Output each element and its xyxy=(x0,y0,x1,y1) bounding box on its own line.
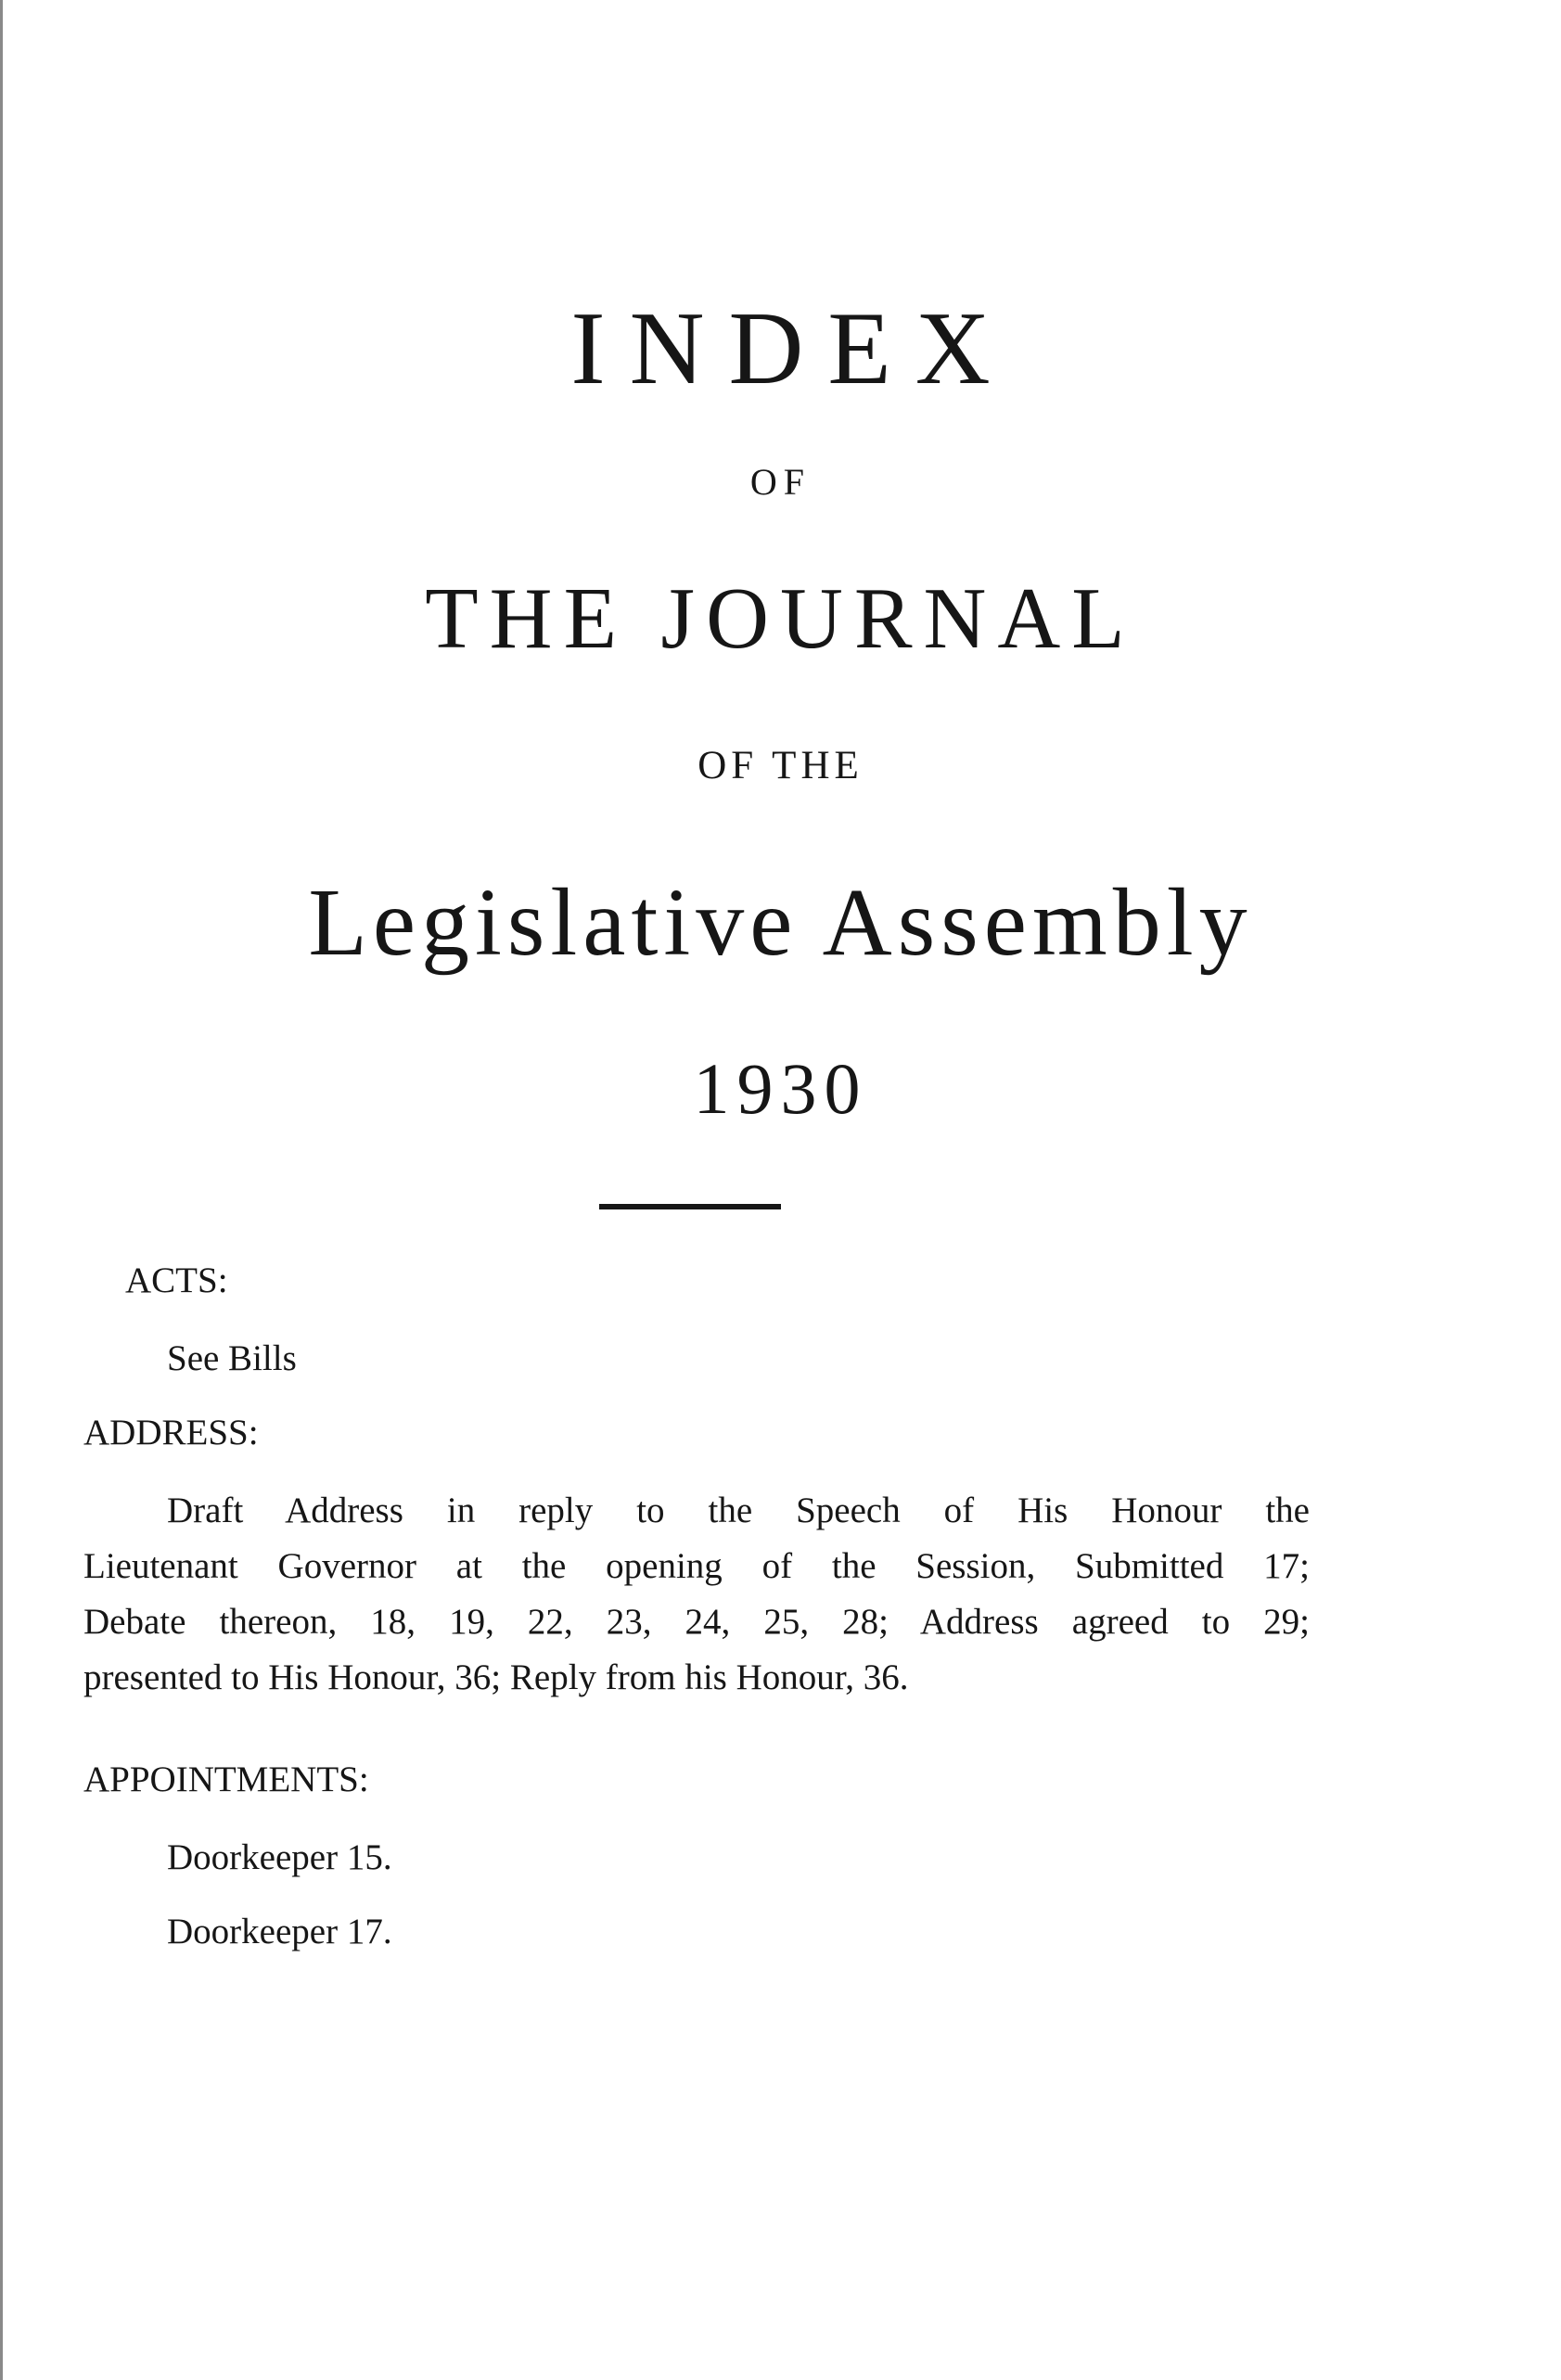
title-journal: THE JOURNAL xyxy=(425,570,1136,667)
title-index: INDEX xyxy=(570,291,1015,406)
address-line-1: Draft Address in reply to the Speech of His Honour the xyxy=(167,1491,1310,1530)
entry-heading-acts: ACTS: xyxy=(125,1260,228,1300)
title-legislative-assembly: Legislative Assembly xyxy=(308,869,1253,976)
title-rule-divider xyxy=(599,1204,781,1209)
entry-heading-appointments: APPOINTMENTS: xyxy=(83,1759,369,1799)
title-of-the: OF THE xyxy=(697,744,864,787)
entry-item-doorkeeper-17: Doorkeeper 17. xyxy=(167,1912,392,1951)
entry-heading-address: ADDRESS: xyxy=(83,1413,259,1452)
address-line-4: presented to His Honour, 36; Reply from his Honour, 36. xyxy=(83,1657,909,1697)
entry-item-doorkeeper-15: Doorkeeper 15. xyxy=(167,1837,392,1877)
address-line-3: Debate thereon, 18, 19, 22, 23, 24, 25, 28; Address agreed to 29; xyxy=(83,1602,1310,1642)
address-line-2: Lieutenant Governor at the opening of the Session, Submitted 17; xyxy=(83,1546,1310,1586)
entry-item-see-bills: See Bills xyxy=(167,1338,297,1378)
title-year: 1930 xyxy=(693,1048,868,1129)
title-of: OF xyxy=(749,461,812,503)
